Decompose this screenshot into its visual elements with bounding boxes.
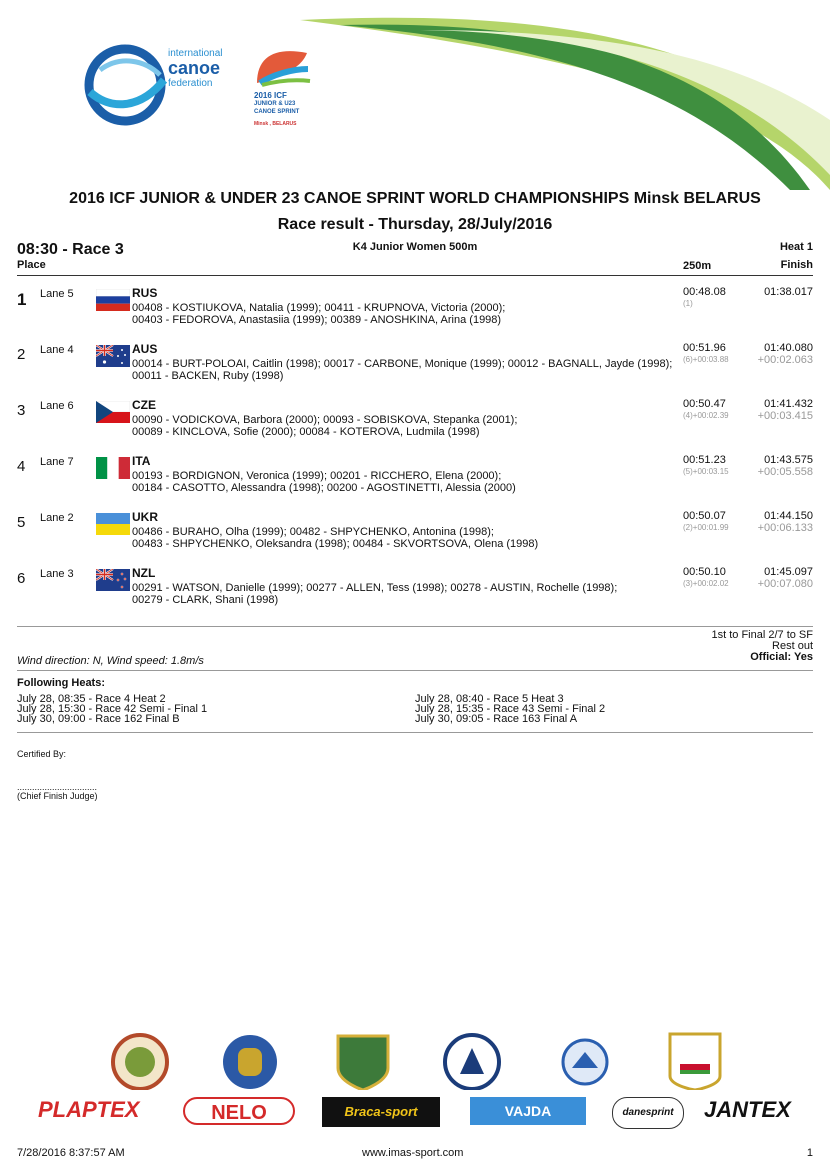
- crew-line-1: 00193 - BORDIGNON, Veronica (1999); 00201 - RICCHERO, Elena (2000);: [132, 470, 502, 482]
- split-time: 00:50.07: [683, 510, 726, 522]
- result-row: [0, 286, 830, 342]
- ukraine-flag-icon: [96, 513, 130, 535]
- split-rank: (5)+00:03.15: [683, 467, 729, 476]
- footer-url[interactable]: www.imas-sport.com: [362, 1147, 464, 1159]
- crew-line-2: 00184 - CASOTTO, Alessandra (1998); 00200 - AGOSTINETTI, Alessia (2000): [132, 482, 516, 494]
- time-behind: +00:03.415: [757, 410, 813, 422]
- result-row: [0, 342, 830, 398]
- signature-line: ................................: [17, 782, 98, 792]
- russia-flag-icon: [96, 289, 130, 311]
- time-behind: +00:05.558: [757, 466, 813, 478]
- italy-flag-icon: [96, 457, 130, 479]
- finish-time: 01:43.575: [764, 454, 813, 466]
- place: 1: [17, 290, 27, 309]
- finish-time: 01:40.080: [764, 342, 813, 354]
- olympic-committee-emblem-icon: [670, 1034, 720, 1090]
- event-name: K4 Junior Women 500m: [352, 241, 478, 253]
- lane: Lane 2: [40, 512, 74, 524]
- icf-logo-line1: international: [168, 48, 223, 59]
- following-heats-left: [17, 694, 207, 724]
- result-row: [0, 566, 830, 622]
- event-logo-line1: 2016 ICF: [254, 91, 287, 100]
- crew-line-1: 00014 - BURT-POLOAI, Caitlin (1998); 00017 - CARBONE, Monique (1999); 00012 - BAGNALL, Jayde (1998);: [132, 358, 673, 370]
- qualification-rule: 1st to Final 2/7 to SF: [711, 629, 813, 641]
- country-code: UKR: [132, 510, 158, 524]
- certified-label: Certified By:: [17, 749, 67, 759]
- sponsors-strip: [0, 1025, 830, 1135]
- split-rank: (1): [683, 299, 693, 308]
- australia-flag-icon: [96, 345, 130, 367]
- lane: Lane 7: [40, 456, 74, 468]
- country-code: RUS: [132, 286, 158, 300]
- icf-swirl-icon: [80, 40, 170, 130]
- canoe-club-emblem-icon: [445, 1035, 499, 1089]
- page-title: 2016 ICF JUNIOR & UNDER 23 CANOE SPRINT WORLD CHAMPIONSHIPS Minsk BELARUS: [69, 190, 761, 207]
- crew-line-1: 00408 - KOSTIUKOVA, Natalia (1999); 00411 - KRUPNOVA, Victoria (2000);: [132, 302, 506, 314]
- following-heat: July 28, 15:35 - Race 43 Semi - Final 2: [415, 703, 606, 715]
- following-heat: July 28, 15:30 - Race 42 Semi - Final 1: [17, 703, 208, 715]
- following-divider: [17, 732, 813, 733]
- following-heat: July 28, 08:35 - Race 4 Heat 2: [17, 693, 166, 705]
- following-heat: July 30, 09:05 - Race 163 Final A: [415, 713, 578, 725]
- place: 4: [17, 458, 26, 475]
- lane: Lane 5: [40, 288, 74, 300]
- place: 2: [17, 346, 26, 363]
- split-rank: (3)+00:02.02: [683, 579, 729, 588]
- czech-flag-icon: [96, 401, 130, 423]
- icf-logo-line2: canoe: [168, 58, 221, 78]
- place: 6: [17, 570, 26, 587]
- following-heats-right: [415, 694, 605, 724]
- footer-timestamp: 7/28/2016 8:37:57 AM: [17, 1147, 125, 1159]
- newzealand-flag-icon: [96, 569, 130, 591]
- crew-line-2: 00279 - CLARK, Shani (1998): [132, 594, 279, 606]
- result-row: [0, 398, 830, 454]
- braca-sport-logo: Braca-sport: [322, 1097, 440, 1127]
- country-code: AUS: [132, 342, 158, 356]
- split-time: 00:51.96: [683, 342, 726, 354]
- crew-line-2: 00403 - FEDOROVA, Anastasiia (1999); 00389 - ANOSHKINA, Arina (1998): [132, 314, 502, 326]
- crew-line-1: 00291 - WATSON, Danielle (1999); 00277 - ALLEN, Tess (1998); 00278 - AUSTIN, Rochelle (1998);: [132, 582, 618, 594]
- results-divider: [17, 626, 813, 627]
- place: 5: [17, 514, 26, 531]
- country-code: NZL: [132, 566, 156, 580]
- place: 3: [17, 402, 26, 419]
- split-rank: (4)+00:02.39: [683, 411, 729, 420]
- column-header-250m: 250m: [683, 260, 712, 272]
- heat-label: Heat 1: [779, 241, 813, 253]
- sports-ministry-emblem-icon: [563, 1040, 607, 1084]
- signature-role: (Chief Finish Judge): [17, 791, 98, 801]
- lane: Lane 3: [40, 568, 74, 580]
- canoe-event-icon: [252, 45, 312, 87]
- finish-time: 01:44.150: [764, 510, 813, 522]
- time-behind: +00:07.080: [757, 578, 813, 590]
- qualification-rest: Rest out: [772, 640, 813, 652]
- column-header-place: Place: [17, 259, 46, 271]
- split-time: 00:50.10: [683, 566, 726, 578]
- split-rank: (2)+00:01.99: [683, 523, 729, 532]
- split-time: 00:48.08: [683, 286, 726, 298]
- following-heat: July 30, 09:00 - Race 162 Final B: [17, 713, 180, 725]
- crew-line-2: 00483 - SHPYCHENKO, Oleksandra (1998); 00484 - SKVORTSOVA, Olena (1998): [132, 538, 539, 550]
- split-time: 00:51.23: [683, 454, 726, 466]
- wind-divider: [17, 670, 813, 671]
- following-heat: July 28, 08:40 - Race 5 Heat 3: [415, 693, 564, 705]
- split-rank: (6)+00:03.88: [683, 355, 729, 364]
- column-header-finish: Finish: [780, 259, 813, 271]
- following-heats-title: Following Heats:: [17, 677, 105, 689]
- result-row: [0, 510, 830, 566]
- event-logo: [250, 45, 320, 135]
- country-code: ITA: [132, 454, 151, 468]
- event-logo-line4: Minsk , BELARUS: [254, 121, 297, 127]
- lane: Lane 4: [40, 344, 74, 356]
- crew-line-2: 00011 - BACKEN, Ruby (1998): [132, 370, 284, 382]
- minsk-emblem-icon: [223, 1035, 277, 1089]
- split-time: 00:50.47: [683, 398, 726, 410]
- event-logo-line3: CANOE SPRINT: [254, 109, 300, 115]
- qualification-info: [712, 630, 814, 663]
- header-divider: [17, 275, 813, 276]
- crew-line-1: 00090 - VODICKOVA, Barbora (2000); 00093 - SOBISKOVA, Stepanka (2001);: [132, 414, 518, 426]
- result-row: [0, 454, 830, 510]
- jantex-logo: JANTEX: [704, 1097, 791, 1122]
- nelo-logo: NELO: [183, 1097, 295, 1125]
- time-behind: +00:06.133: [757, 522, 813, 534]
- crew-line-2: 00089 - KINCLOVA, Sofie (2000); 00084 - KOTEROVA, Ludmila (1998): [132, 426, 480, 438]
- country-code: CZE: [132, 398, 156, 412]
- page-subtitle: Race result - Thursday, 28/July/2016: [277, 216, 553, 233]
- race-time: 08:30 - Race 3: [17, 241, 124, 258]
- lane: Lane 6: [40, 400, 74, 412]
- city-shield-icon: [338, 1036, 388, 1090]
- icf-logo-line3: federation: [168, 78, 213, 89]
- footer-page-number: 1: [806, 1147, 813, 1159]
- finish-time: 01:45.097: [764, 566, 813, 578]
- event-logo-line2: JUNIOR & U23: [254, 101, 296, 107]
- crew-line-1: 00486 - BURAHO, Olha (1999); 00482 - SHPYCHENKO, Antonina (1998);: [132, 526, 494, 538]
- emblems-row: [0, 1030, 830, 1090]
- danesprint-logo: danesprint: [612, 1097, 684, 1129]
- vajda-logo: VAJDA: [470, 1097, 586, 1125]
- federation-emblem-icon: [113, 1035, 167, 1089]
- finish-time: 01:41.432: [764, 398, 813, 410]
- plaptex-logo: PLAPTEX: [38, 1097, 140, 1122]
- time-behind: +00:02.063: [757, 354, 813, 366]
- finish-time: 01:38.017: [764, 286, 813, 298]
- official-status: Official: Yes: [750, 651, 813, 663]
- wind-info: Wind direction: N, Wind speed: 1.8m/s: [17, 655, 204, 667]
- icf-logo: [80, 40, 240, 130]
